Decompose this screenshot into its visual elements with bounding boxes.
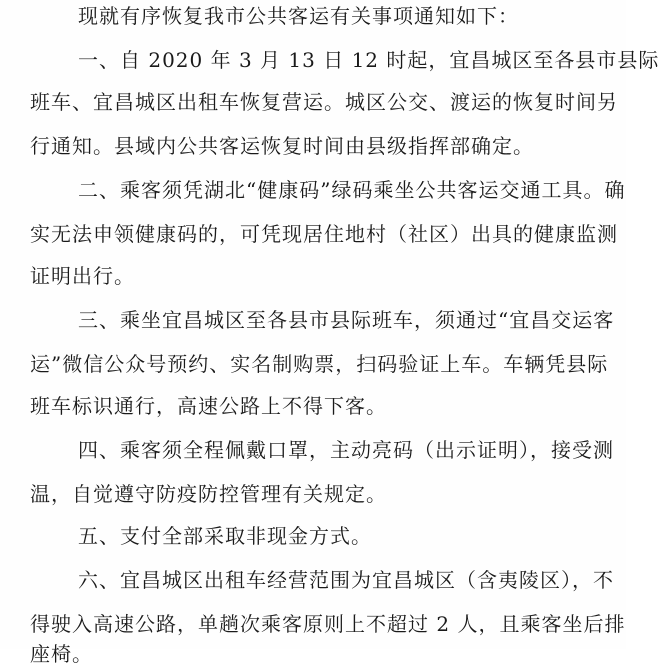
item2-line1: 二、乘客须凭湖北“健康码”绿码乘坐公共客运交通工具。确	[78, 178, 626, 202]
item1-line3: 行通知。县域内公共客运恢复时间由县级指挥部确定。	[30, 134, 534, 158]
item3-line2: 运”微信公众号预约、实名制购票，扫码验证上车。车辆凭县际	[30, 352, 609, 376]
item6-line2: 得驶入高速公路，单趟次乘客原则上不超过 2 人，且乘客坐后排	[30, 612, 626, 636]
item6-line1: 六、宜昌城区出租车经营范围为宜昌城区（含夷陵区），不	[78, 568, 614, 592]
item4-line1: 四、乘客须全程佩戴口罩，主动亮码（出示证明），接受测	[78, 438, 614, 462]
item3-line3: 班车标识通行，高速公路上不得下客。	[30, 394, 387, 418]
item2-line3: 证明出行。	[30, 264, 135, 288]
item5-line1: 五、支付全部采取非现金方式。	[78, 524, 372, 548]
notice-intro: 现就有序恢复我市公共客运有关事项通知如下：	[78, 4, 519, 28]
item1-line1: 一、自 2020 年 3 月 13 日 12 时起，宜昌城区至各县市县际	[78, 48, 659, 72]
item3-line1: 三、乘坐宜昌城区至各县市县际班车，须通过“宜昌交运客	[78, 308, 615, 332]
item6-line3: 座椅。	[30, 642, 93, 666]
item1-line2: 班车、宜昌城区出租车恢复营运。城区公交、渡运的恢复时间另	[30, 90, 618, 114]
item2-line2: 实无法申领健康码的，可凭现居住地村（社区）出具的健康监测	[30, 222, 618, 246]
item4-line2: 温，自觉遵守防疫防控管理有关规定。	[30, 482, 387, 506]
